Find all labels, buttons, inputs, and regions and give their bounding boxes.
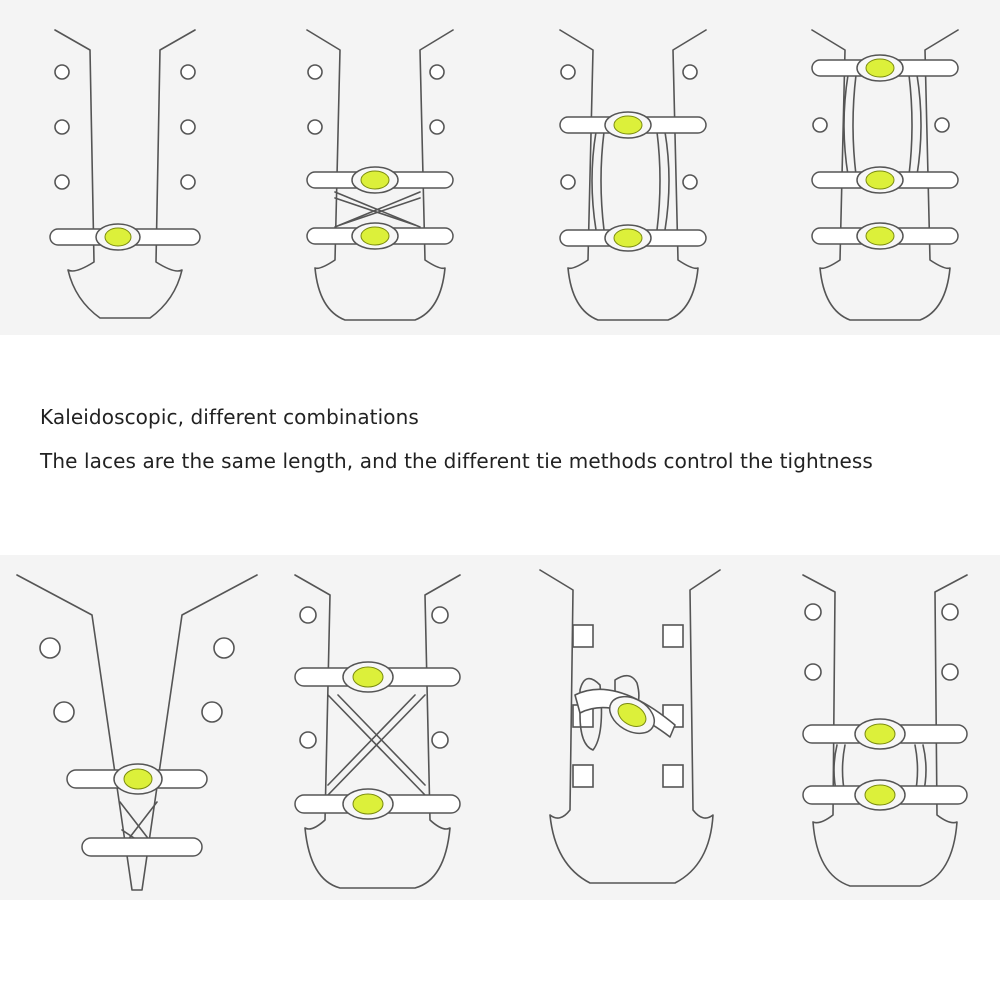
lace-diagram-4 <box>800 20 970 330</box>
gem-icon <box>361 171 389 189</box>
caption-title: Kaleidoscopic, different combinations <box>40 405 419 429</box>
caption-description: The laces are the same length, and the different tie methods control the tightness <box>40 449 873 473</box>
gem-icon <box>614 116 642 134</box>
lace-diagram-1 <box>40 20 210 330</box>
gem-icon <box>124 769 152 789</box>
lace-diagram-8 <box>795 570 975 900</box>
lace-diagram-7 <box>535 565 725 895</box>
gem-icon <box>866 59 894 77</box>
gem-icon <box>866 171 894 189</box>
gem-icon <box>361 227 389 245</box>
lace-diagram-6 <box>290 570 465 900</box>
gem-icon <box>865 785 895 805</box>
gem-icon <box>105 228 131 246</box>
gem-icon <box>866 227 894 245</box>
gem-icon <box>353 667 383 687</box>
lace-diagram-5 <box>12 570 262 900</box>
lace-diagram-2 <box>295 20 465 330</box>
lace-diagram-3 <box>548 20 718 330</box>
gem-icon <box>353 794 383 814</box>
top-diagram-row <box>0 0 1000 335</box>
gem-icon <box>865 724 895 744</box>
gem-icon <box>614 229 642 247</box>
bottom-diagram-row <box>0 555 1000 900</box>
